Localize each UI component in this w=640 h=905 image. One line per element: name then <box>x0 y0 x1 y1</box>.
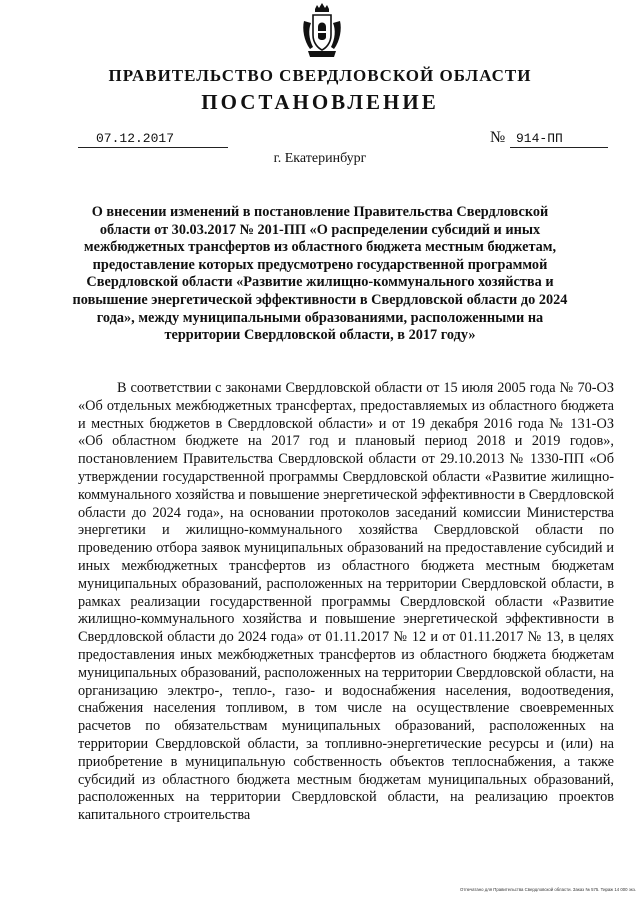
city: г. Екатеринбург <box>273 151 367 166</box>
document-number: 914-ПП <box>510 130 608 148</box>
number-label: № <box>490 129 506 146</box>
print-footnote: Отпечатано для Правительства Свердловской области. Заказ № 575. Тираж 14 000 экз. <box>460 887 636 892</box>
body-paragraph: В соответствии с законами Свердловской области от 15 июля 2005 года № 70-ОЗ «Об отдельных межбюджетных трансфертах, предоставляемых из областного бюджета и местных бюджетов в Свердловской области» и от 19 декабря 2016 года № 131-ОЗ «Об областном бюджете на 2017 год и плановый период 2018 и 2019 годов», постановлением Правительства Свердловской области от 29.10.2013 № 1330-ПП «Об утверждении государственной программы Свердловской области «Развитие жилищно-коммунального хозяйства и повышение энергетической эффективности в Свердловской области до 2024 года», на основании протоколов заседаний комиссии Министерства энергетики и жилищно-коммунального хозяйства Свердловской области по проведению отбора заявок муниципальных образований на предоставление субсидий и иных межбюджетных трансфертов из областного бюджета местным бюджетам муниципальных образований, расположенных на территории Свердловской области, в рамках реализации государственной программы Свердловской области «Развитие жилищно-коммунального хозяйства и повышение энергетической эффективности в Свердловской области до 2024 года» от 01.11.2017 № 12 и от 01.11.2017 № 13, в целях предоставления иных межбюджетных трансфертов из областного бюджета бюджетам муниципальных образований, расположенных на территории Свердловской области, на организацию электро-, тепло-, газо- и водоснабжения населения, водоотведения, снабжения населения топливом, в том числе на осуществление своевременных расчетов по обязательствам муниципальных образований, расположенных на территории Свердловской области, за топливно-энергетические ресурсы и (или) на приобретение в муниципальную собственность объектов теплоснабжения, а также субсидий из областного бюджета местным бюджетам муниципальных образований, расположенных на территории Свердловской области, на реализацию проектов капитального строительства <box>78 380 614 824</box>
document-date: 07.12.2017 <box>78 130 228 148</box>
document-type-heading: ПОСТАНОВЛЕНИЕ <box>201 90 439 114</box>
government-name: ПРАВИТЕЛЬСТВО СВЕРДЛОВСКОЙ ОБЛАСТИ <box>108 66 532 85</box>
coat-of-arms-icon <box>302 3 342 59</box>
document-title: О внесении изменений в постановление Правительства Свердловской области от 30.03.2017 № 201-ПП «О распределении субсидий и иных межбюджетных трансфертов из областного бюджета местным бюджетам, предоставление которых предусмотрено государственной программой Свердловской области «Развитие жилищно-коммунального хозяйства и повышение энергетической эффективности в Свердловской области до 2024 года», между муниципальными образованиями, расположенными на территории Свердловской области, в 2017 году» <box>72 204 568 344</box>
